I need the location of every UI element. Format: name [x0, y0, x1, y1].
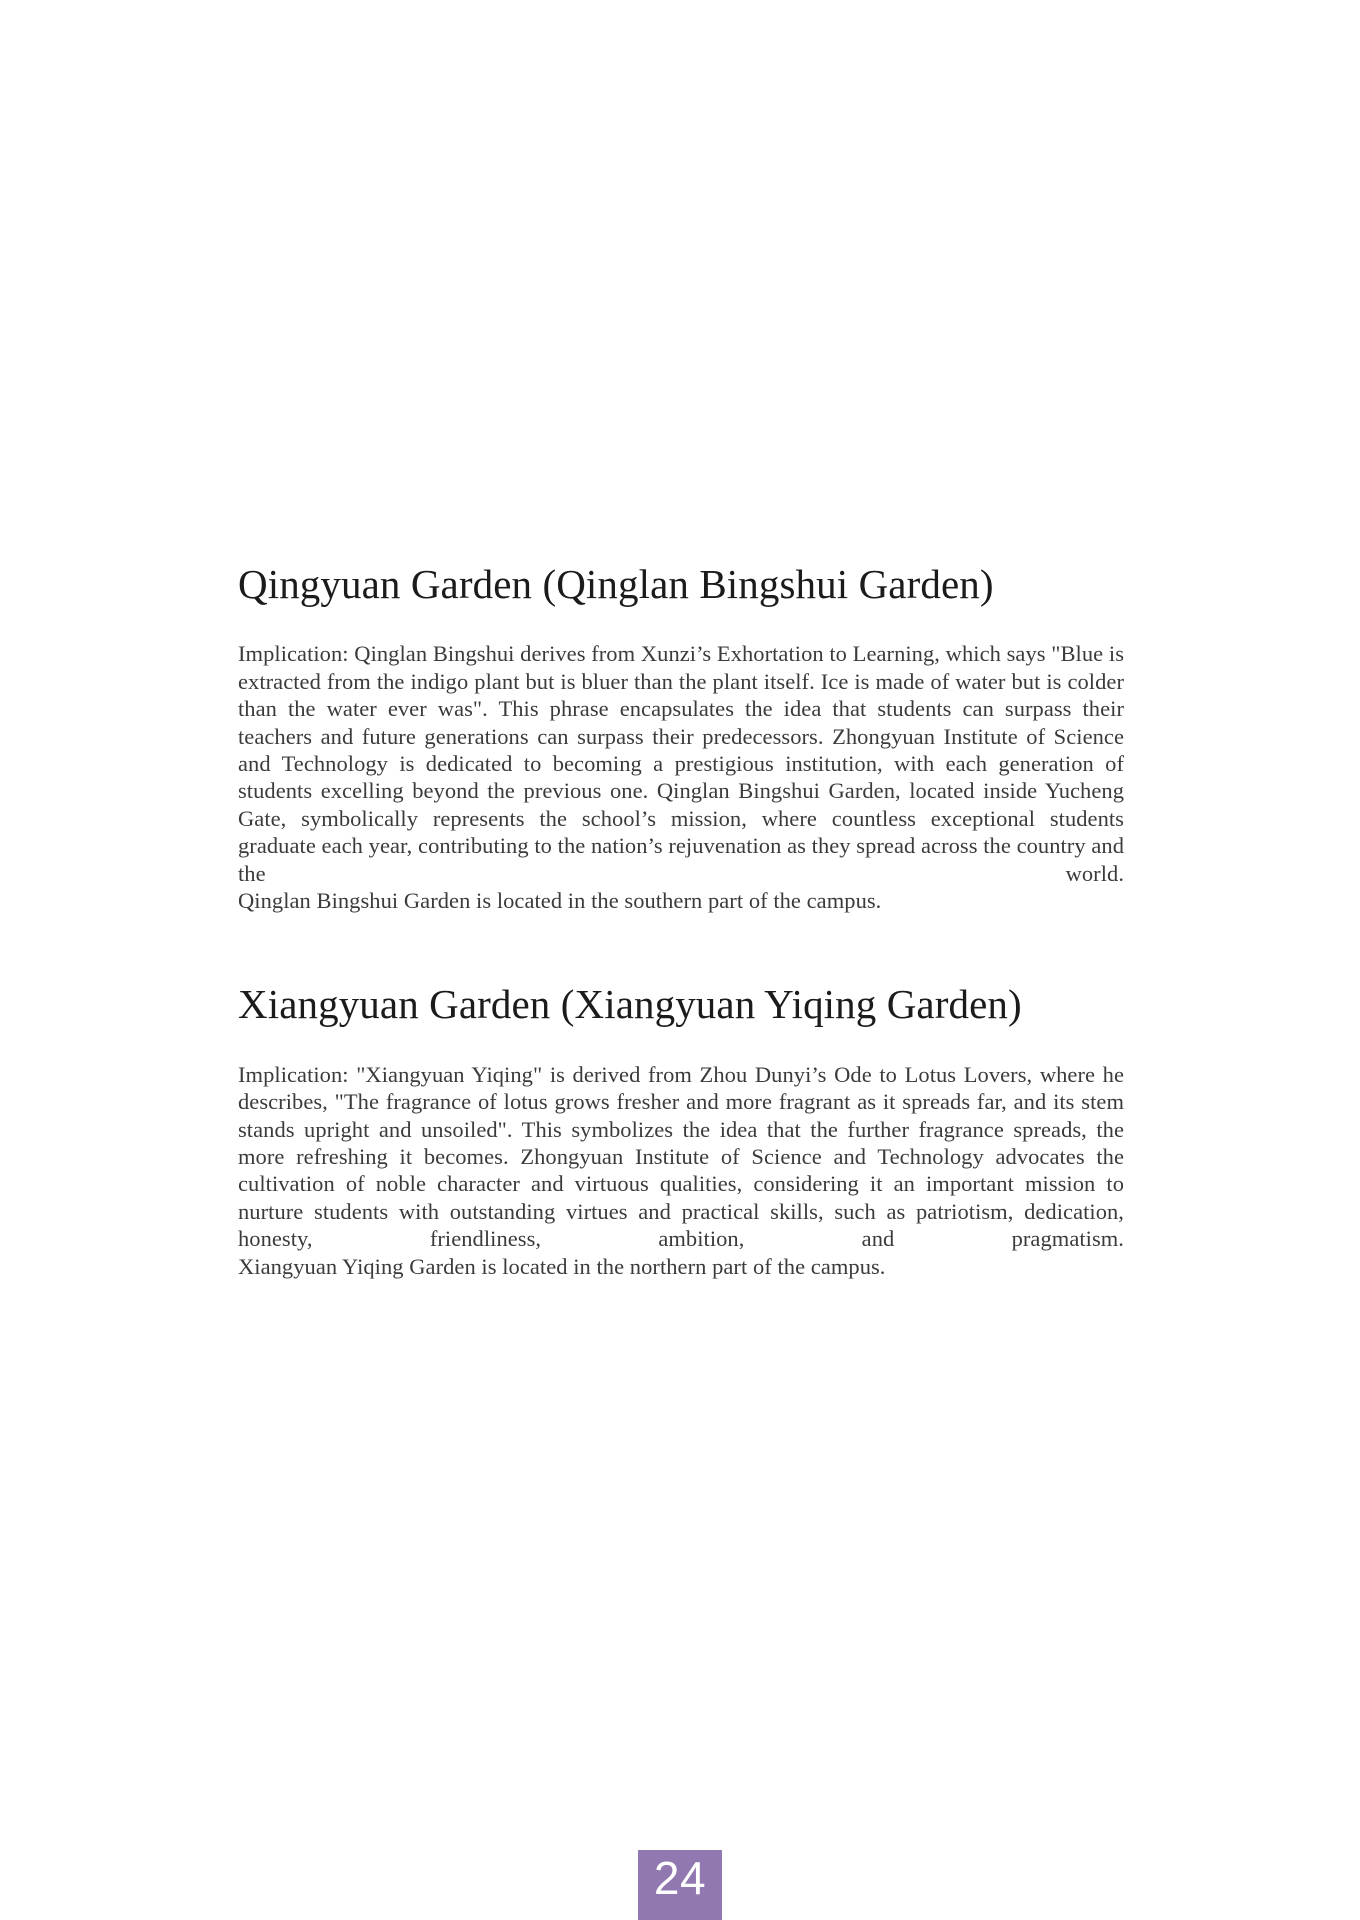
paragraph-xiangyuan-implication: Implication: "Xiangyuan Yiqing" is derived from Zhou Dunyi’s Ode to Lotus Lovers, where he describes, "The fragrance of lotus grows fresher and more fragrant as it spreads far, and its stem stands upright and unsoiled". This symbolizes the idea that the further fragrance spreads, the more refreshing it becomes. Zhongyuan Institute of Science and Technology advocates the cultivation of noble character and virtuous qualities, considering it an important mission to nurture students with outstanding virtues and practical skills, such as patriotism, dedication, honesty, friendliness, ambition, and pragmatism. — [238, 1061, 1124, 1252]
section-heading-qingyuan-garden: Qingyuan Garden (Qinglan Bingshui Garden) — [238, 561, 994, 607]
section-body-xiangyuan-garden — [238, 1061, 1124, 1280]
paragraph-qingyuan-implication: Implication: Qinglan Bingshui derives from Xunzi’s Exhortation to Learning, which says "Blue is extracted from the indigo plant but is bluer than the plant itself. Ice is made of water but is colder than the water ever was". This phrase encapsulates the idea that students can surpass their teachers and future generations can surpass their predecessors. Zhongyuan Institute of Science and Technology is dedicated to becoming a prestigious institution, with each generation of students excelling beyond the previous one. Qinglan Bingshui Garden, located inside Yucheng Gate, symbolically represents the school’s mission, where countless exceptional students graduate each year, contributing to the nation’s rejuvenation as they spread across the country and the world. — [238, 641, 1124, 886]
page-number-label: 24 — [653, 1852, 707, 1904]
section-spacer — [238, 914, 1124, 980]
page-number-badge — [638, 1850, 722, 1920]
paragraph-xiangyuan-location: Xiangyuan Yiqing Garden is located in the northern part of the campus. — [238, 1253, 886, 1279]
section-body-qingyuan-garden — [238, 640, 1124, 914]
page-content — [238, 560, 1124, 1280]
paragraph-qingyuan-location: Qinglan Bingshui Garden is located in the southern part of the campus. — [238, 888, 882, 914]
section-heading-xiangyuan-garden: Xiangyuan Garden (Xiangyuan Yiqing Garden) — [238, 981, 1022, 1028]
